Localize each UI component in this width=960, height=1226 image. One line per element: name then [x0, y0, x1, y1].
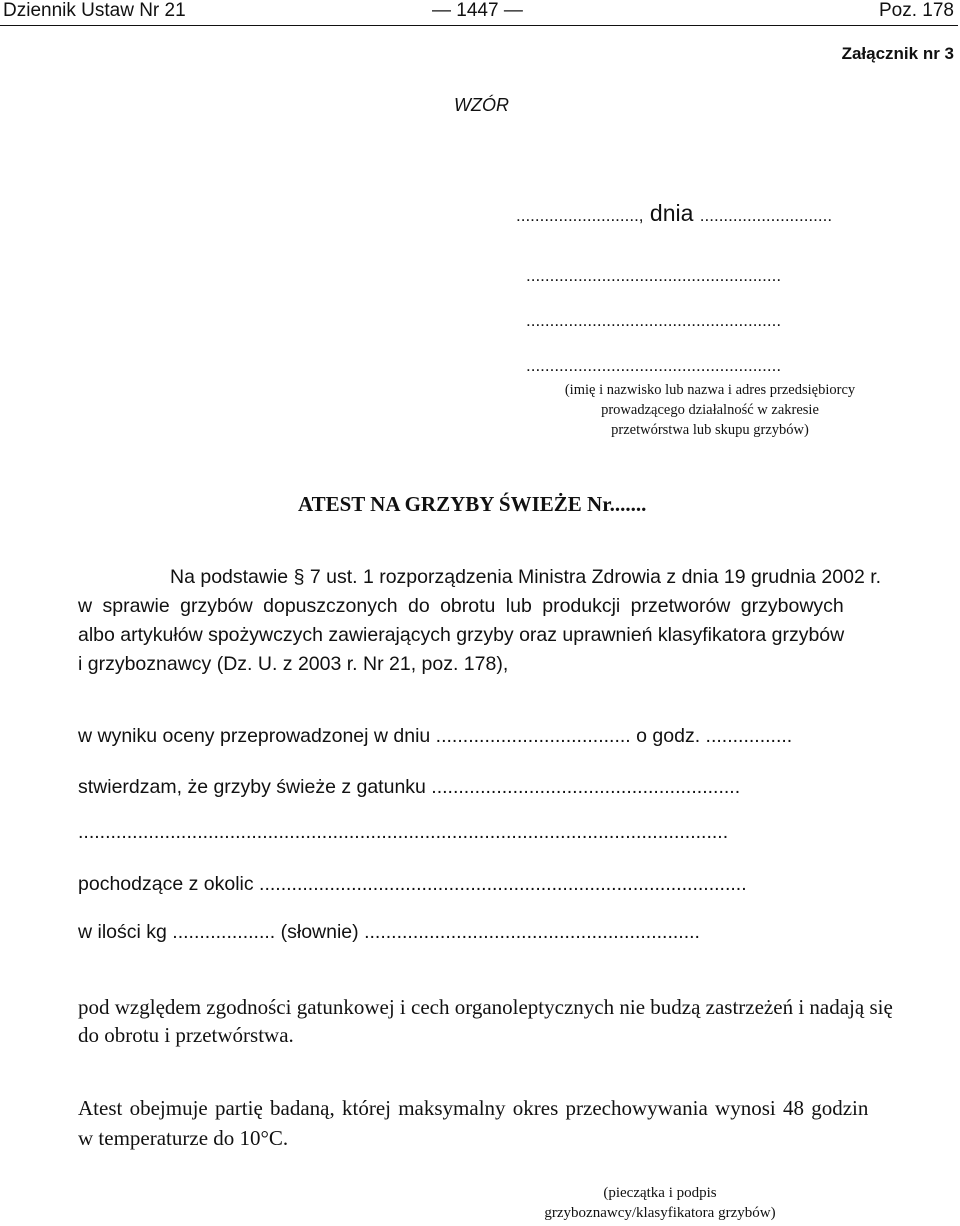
quantity-field: w ilości kg ................... (słownie) ..............................................................: [78, 921, 700, 943]
address-caption: [520, 380, 900, 440]
journal-name: Dziennik Ustaw Nr 21: [3, 0, 186, 21]
legal-basis-line-3: albo artykułów spożywczych zawierających grzyby oraz uprawnień klasyfikatora grzybów: [78, 624, 845, 646]
validity-line-1: Atest obejmuje partię badaną, której maksymalny okres przechowywania wynosi 48 godzin: [78, 1096, 869, 1120]
legal-basis-line-2: w sprawie grzybów dopuszczonych do obrotu lub produkcji przetworów grzybowych: [78, 595, 844, 617]
species-field-continuation: ........................................................................................................................: [78, 821, 729, 843]
address-caption-line: prowadzącego działalność w zakresie: [601, 402, 819, 418]
address-caption-line: przetwórstwa lub skupu grzybów): [611, 422, 809, 438]
address-line-1: ......................................................: [526, 266, 782, 285]
statement-line-2: do obrotu i przetwórstwa.: [78, 1023, 294, 1047]
address-line-3: ......................................................: [526, 356, 782, 375]
annex-label: Załącznik nr 3: [841, 44, 954, 63]
origin-field: pochodzące z okolic ..........................................................................................: [78, 873, 747, 895]
header-divider: [0, 25, 958, 26]
stamp-caption: [510, 1183, 810, 1223]
position-number: Poz. 178: [879, 0, 954, 21]
stamp-caption-line: grzyboznawcy/klasyfikatora grzybów): [544, 1205, 776, 1221]
date-word: dnia: [649, 200, 694, 226]
page-number: — 1447 —: [432, 0, 523, 21]
evaluation-date-field: w wyniku oceny przeprowadzonej w dniu .................................... o godz. ................: [78, 725, 793, 747]
legal-basis-line-4: i grzyboznawcy (Dz. U. z 2003 r. Nr 21, poz. 178),: [78, 653, 509, 675]
template-label: WZÓR: [454, 95, 509, 115]
legal-basis-line-1: Na podstawie § 7 ust. 1 rozporządzenia Ministra Zdrowia z dnia 19 grudnia 2002 r.: [170, 566, 882, 588]
date-line: [516, 200, 832, 227]
species-field: stwierdzam, że grzyby świeże z gatunku .........................................................: [78, 776, 741, 798]
validity-line-2: w temperaturze do 10°C.: [78, 1126, 289, 1150]
date-dots: ............................: [699, 206, 833, 225]
page-header: [0, 0, 960, 26]
statement-line-1: pod względem zgodności gatunkowej i cech organoleptycznych nie budzą zastrzeżeń i nadają się: [78, 995, 893, 1019]
place-dots: ..........................,: [516, 206, 644, 225]
address-line-2: ......................................................: [526, 311, 782, 330]
address-caption-line: (imię i nazwisko lub nazwa i adres przedsiębiorcy: [564, 382, 856, 398]
stamp-caption-line: (pieczątka i podpis: [603, 1185, 717, 1201]
document-title: ATEST NA GRZYBY ŚWIEŻE Nr.......: [298, 492, 647, 516]
